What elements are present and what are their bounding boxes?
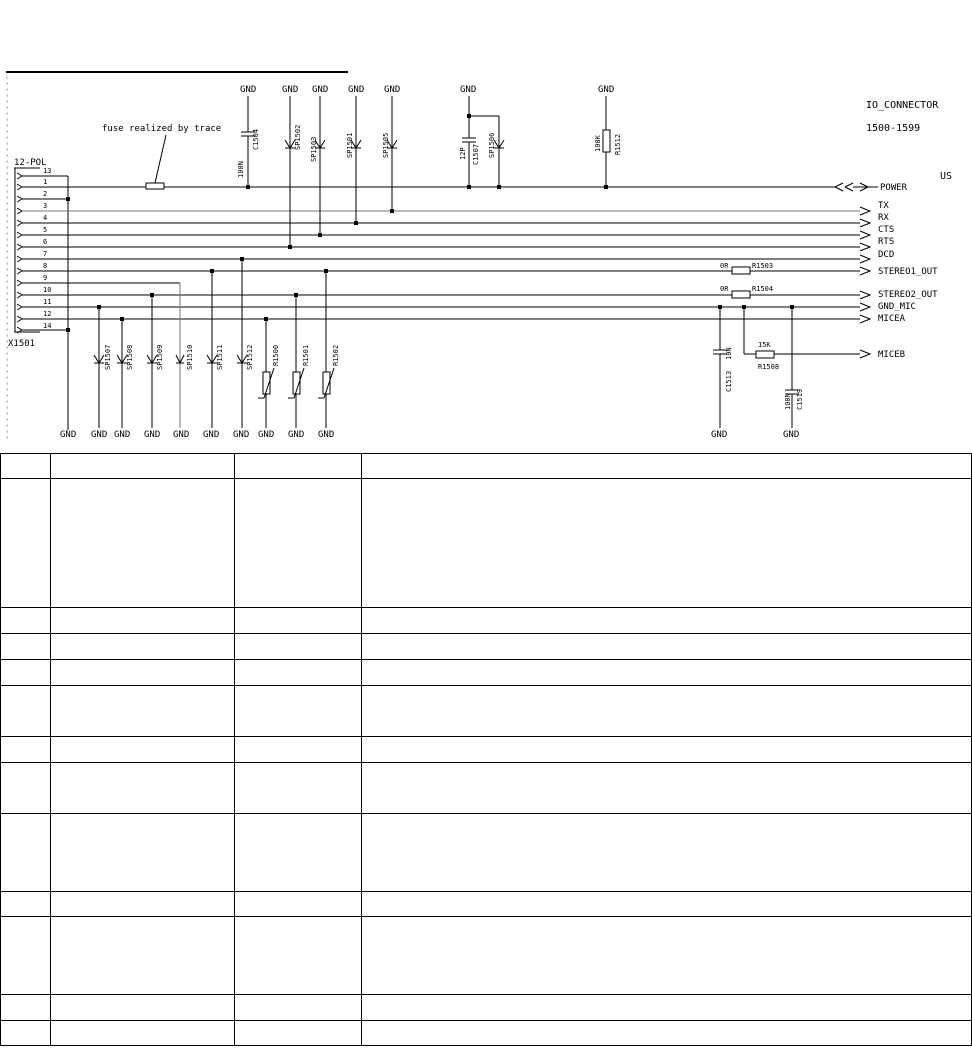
net-label-miceb: MICEB bbox=[878, 350, 906, 360]
revision-table bbox=[0, 453, 972, 1046]
svg-text:3: 3 bbox=[43, 202, 48, 210]
table-row bbox=[1, 763, 972, 814]
svg-text:GND: GND bbox=[318, 430, 335, 440]
svg-text:GND: GND bbox=[258, 430, 275, 440]
svg-text:SP1508: SP1508 bbox=[126, 344, 134, 370]
svg-text:GND: GND bbox=[288, 430, 305, 440]
svg-text:GND: GND bbox=[312, 85, 329, 95]
svg-text:C1507: C1507 bbox=[472, 143, 480, 165]
svg-text:SP1509: SP1509 bbox=[156, 344, 164, 370]
svg-text:100N: 100N bbox=[784, 393, 792, 410]
table-row bbox=[1, 454, 972, 479]
table-row bbox=[1, 686, 972, 737]
svg-text:GND: GND bbox=[173, 430, 190, 440]
svg-text:15K: 15K bbox=[758, 341, 771, 349]
table-row bbox=[1, 892, 972, 917]
svg-text:1: 1 bbox=[43, 178, 48, 186]
svg-text:SP1505: SP1505 bbox=[382, 132, 390, 158]
svg-text:14: 14 bbox=[43, 322, 52, 330]
net-label-power: POWER bbox=[880, 183, 908, 193]
nets bbox=[22, 187, 860, 319]
svg-text:R1500: R1500 bbox=[272, 344, 280, 366]
net-label-cts: CTS bbox=[878, 225, 895, 235]
fuse-note-leader bbox=[155, 135, 166, 183]
schematic-diagram bbox=[0, 0, 972, 453]
svg-text:13: 13 bbox=[43, 167, 52, 175]
svg-text:4: 4 bbox=[43, 214, 48, 222]
table-row bbox=[1, 479, 972, 608]
svg-text:GND: GND bbox=[460, 85, 477, 95]
table-row bbox=[1, 814, 972, 892]
net-label-gnd-mic: GND_MIC bbox=[878, 302, 916, 312]
svg-text:R1512: R1512 bbox=[614, 133, 622, 155]
svg-text:R1503: R1503 bbox=[752, 262, 774, 270]
net-label-rx: RX bbox=[878, 213, 889, 223]
fuse-note: fuse realized by trace bbox=[102, 124, 222, 134]
svg-text:GND: GND bbox=[203, 430, 220, 440]
bottom-components bbox=[60, 259, 340, 440]
fuse-trace bbox=[146, 183, 164, 189]
svg-text:GND: GND bbox=[384, 85, 401, 95]
svg-text:SP1507: SP1507 bbox=[104, 344, 112, 370]
svg-text:GND: GND bbox=[91, 430, 108, 440]
svg-text:SP1506: SP1506 bbox=[488, 132, 496, 158]
svg-text:5: 5 bbox=[43, 226, 48, 234]
svg-text:0R: 0R bbox=[720, 262, 729, 270]
svg-text:7: 7 bbox=[43, 250, 48, 258]
net-label-stereo1-out: STEREO1_OUT bbox=[878, 267, 938, 277]
svg-text:GND: GND bbox=[144, 430, 161, 440]
corner-text: US bbox=[940, 171, 953, 182]
net-label-rts: RTS bbox=[878, 237, 895, 247]
table-row bbox=[1, 917, 972, 995]
svg-text:C1504: C1504 bbox=[252, 128, 260, 150]
svg-text:GND: GND bbox=[348, 85, 365, 95]
table-row bbox=[1, 660, 972, 686]
svg-text:GND: GND bbox=[711, 430, 728, 440]
svg-text:GND: GND bbox=[60, 430, 77, 440]
table-row bbox=[1, 1021, 972, 1046]
svg-text:SP1501: SP1501 bbox=[346, 132, 354, 158]
svg-text:GND: GND bbox=[233, 430, 250, 440]
svg-text:C1519: C1519 bbox=[796, 388, 804, 410]
svg-text:12P: 12P bbox=[459, 147, 467, 160]
svg-text:10N: 10N bbox=[725, 347, 733, 360]
svg-text:SP1511: SP1511 bbox=[216, 344, 224, 370]
table-row bbox=[1, 608, 972, 634]
svg-text:GND: GND bbox=[783, 430, 800, 440]
net-label-tx: TX bbox=[878, 201, 889, 211]
svg-text:SP1503: SP1503 bbox=[310, 136, 318, 162]
svg-text:GND: GND bbox=[240, 85, 257, 95]
svg-text:11: 11 bbox=[43, 298, 52, 306]
svg-text:2: 2 bbox=[43, 190, 48, 198]
net-label-micea: MICEA bbox=[878, 314, 906, 324]
svg-text:12: 12 bbox=[43, 310, 52, 318]
svg-text:SP1502: SP1502 bbox=[294, 124, 302, 150]
svg-text:10: 10 bbox=[43, 286, 52, 294]
svg-text:100N: 100N bbox=[237, 161, 245, 178]
connector-label: 12-POL bbox=[14, 158, 47, 168]
table-row bbox=[1, 995, 972, 1021]
svg-text:8: 8 bbox=[43, 262, 48, 270]
sheet-range: 1500-1599 bbox=[866, 123, 921, 134]
svg-text:100K: 100K bbox=[594, 135, 602, 152]
connector-ref: X1501 bbox=[8, 339, 36, 349]
svg-text:6: 6 bbox=[43, 238, 48, 246]
table-row bbox=[1, 737, 972, 763]
svg-text:9: 9 bbox=[43, 274, 48, 282]
svg-text:R1508: R1508 bbox=[758, 363, 780, 371]
svg-text:R1504: R1504 bbox=[752, 285, 774, 293]
svg-text:SP1512: SP1512 bbox=[246, 344, 254, 370]
svg-text:GND: GND bbox=[282, 85, 299, 95]
net-label-dcd: DCD bbox=[878, 250, 895, 260]
svg-text:GND: GND bbox=[114, 430, 131, 440]
svg-text:0R: 0R bbox=[720, 285, 729, 293]
connector-pin-numbers bbox=[43, 167, 51, 330]
svg-text:C1513: C1513 bbox=[725, 370, 733, 392]
table-row bbox=[1, 634, 972, 660]
svg-text:R1501: R1501 bbox=[302, 344, 310, 366]
series-resistors bbox=[711, 262, 860, 440]
svg-text:GND: GND bbox=[598, 85, 615, 95]
svg-text:R1502: R1502 bbox=[332, 344, 340, 366]
sheet-name: IO_CONNECTOR bbox=[866, 100, 939, 111]
svg-text:SP1510: SP1510 bbox=[186, 344, 194, 370]
net-label-stereo2-out: STEREO2_OUT bbox=[878, 290, 938, 300]
